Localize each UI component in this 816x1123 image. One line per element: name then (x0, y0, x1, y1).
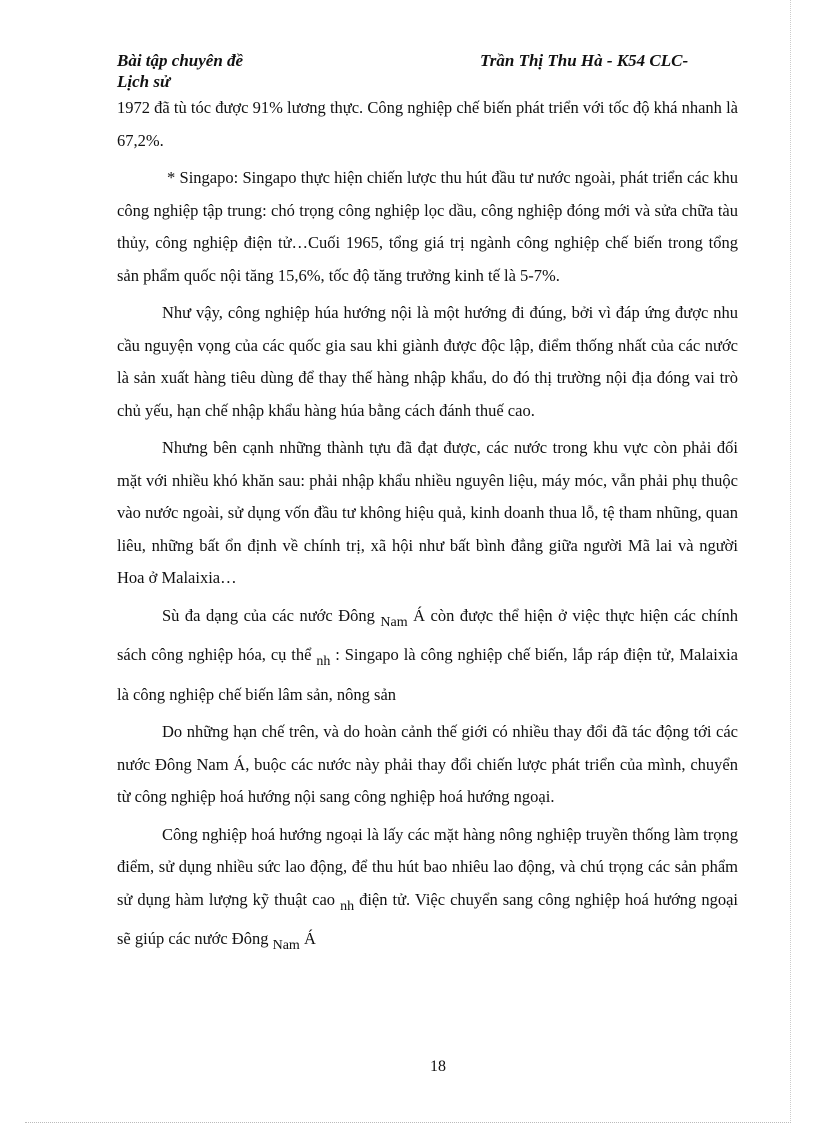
paragraph-5-nh: nh (316, 654, 331, 669)
paragraph-5-part-a: Sù đa dạng của các nước Đông (162, 605, 381, 625)
paragraph-7-part-c: Á (299, 929, 316, 948)
paragraph-5-part-c: : Singapo là công nghiệp chế biến, lắp ráp điện tử, Malaixia là công nghiệp chế biến lâm sản, nông sản (117, 645, 738, 704)
header-course-title (117, 50, 317, 92)
header-course-line2: Lịch sử (117, 72, 171, 91)
paragraph-5-nam: Nam (380, 614, 408, 630)
paragraph-7-nh: nh (340, 898, 355, 914)
paragraph-5 (117, 600, 738, 712)
paragraph-7 (117, 819, 738, 963)
paragraph-6: Do những hạn chế trên, và do hoàn cảnh thế giới có nhiều thay đổi đã tác động tới các nước Đông Nam Á, buộc các nước này phải thay đổi chiến lược phát triển của mình, chuyển từ công nghiệp hoá hướng nội sang công nghiệp hoá hướng ngoại. (117, 722, 738, 806)
paragraph-1: 1972 đã tù tóc được 91% lương thực. Công nghiệp chế biến phát triển với tốc độ khá nhanh là 67,2%. (117, 98, 738, 150)
page-edge-divider (790, 0, 791, 1123)
paragraph-7-part-b: điện tử. Việc chuyển sang công nghiệp hoá hướng ngoại sẽ giúp các nước Đông (117, 889, 738, 948)
header-course-line1: Bài tập chuyên đề (117, 51, 244, 70)
page-number: 18 (430, 1058, 446, 1075)
paragraph-4: Nhưng bên cạnh những thành tựu đã đạt được, các nước trong khu vực còn phải đối mặt với nhiều khó khăn sau: phải nhập khẩu nhiều nguyên liệu, máy móc, vẫn phải phụ thuộc vào nước ngoài, sử dụng vốn đầu tư không hiệu quả, kinh doanh thua lỗ, tệ tham nhũng, quan liêu, những bất ổn định về chính trị, xã hội như bất bình đẳng giữa người Mã lai và người Hoa ở Malaixia… (117, 438, 738, 587)
paragraph-7-part-a: Công nghiệp hoá hướng ngoại là lấy các mặt hàng nông nghiệp truyền thống làm trọng điểm, sử dụng nhiều sức lao động, để thu hút bao nhiêu lao động, và chú trọng các sản phẩm sử dụng hàm lượng kỹ thuật cao (117, 824, 738, 909)
paragraph-3: Như vậy, công nghiệp húa hướng nội là một hướng đi đúng, bởi vì đáp ứng được nhu cầu nguyện vọng của các quốc gia sau khi giành được độc lập, điểm thống nhất của các nước là sản xuất hàng tiêu dùng để thay thế hàng nhập khẩu, do đó thị trường nội địa đóng vai trò chủ yếu, hạn chế nhập khẩu hàng húa bằng cách đánh thuế cao. (117, 303, 738, 420)
header-author: Trần Thị Thu Hà - K54 CLC- (480, 51, 689, 70)
paragraph-5-part-b: Á còn được thể hiện ở việc thực hiện các chính sách công nghiệp hóa, cụ thể (117, 605, 739, 664)
paragraph-2: * Singapo: Singapo thực hiện chiến lược thu hút đầu tư nước ngoài, phát triển các khu công nghiệp tập trung: chó trọng công nghiệp lọc dầu, công nghiệp đóng mới và sửa chữa tàu thủy, công nghiệp điện tử…Cuối 1965, tổng giá trị ngành công nghiệp chế biến trong tổng sản phẩm quốc nội tăng 15,6%, tốc độ tăng trưởng kinh tế là 5-7%. (117, 168, 738, 285)
document-body (117, 92, 738, 963)
paragraph-7-nam: Nam (272, 938, 300, 953)
